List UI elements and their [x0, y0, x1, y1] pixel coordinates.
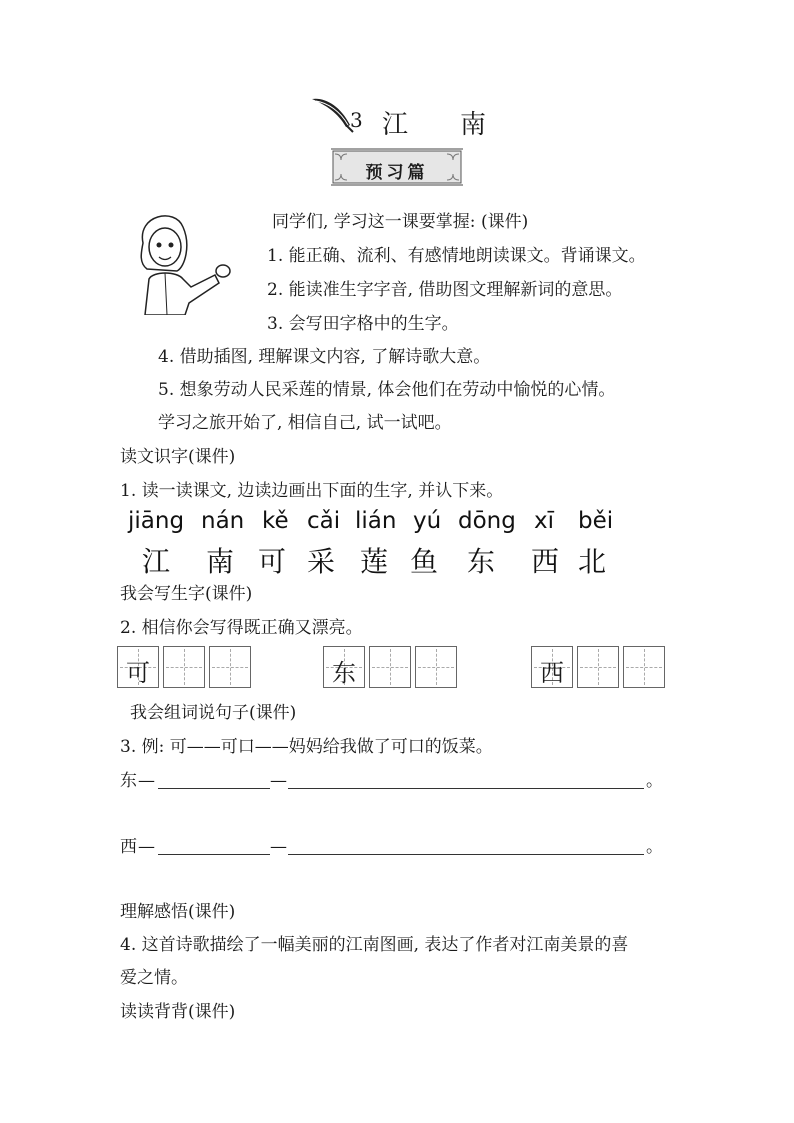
pinyin-6: yú — [413, 508, 442, 534]
fill-char-2: 西 — [120, 837, 137, 857]
model-char: 西 — [540, 659, 564, 687]
goal-1: 1. 能正确、流利、有感情地朗读课文。背诵课文。 — [267, 246, 646, 266]
sentence-blank-2[interactable] — [288, 854, 644, 855]
hanzi-4: 采 — [307, 545, 336, 578]
fill-char-1: 东 — [120, 771, 137, 791]
hanzi-5: 莲 — [360, 545, 389, 578]
goal-4: 4. 借助插图, 理解课文内容, 了解诗歌大意。 — [158, 347, 491, 367]
intro-text: 同学们, 学习这一课要掌握: (课件) — [272, 212, 529, 232]
lesson-number: 3 — [350, 108, 363, 132]
hanzi-2: 南 — [206, 545, 235, 578]
goal-2: 2. 能读准生字字音, 借助图文理解新词的意思。 — [267, 280, 623, 300]
goal-5: 5. 想象劳动人民采莲的情景, 体会他们在劳动中愉悦的心情。 — [158, 380, 616, 400]
sentence-blank-1[interactable] — [288, 788, 644, 789]
teacher-illustration — [125, 205, 235, 315]
section-banner — [331, 148, 463, 186]
tianzi-cell-model — [323, 646, 365, 688]
word-blank-1[interactable] — [158, 788, 270, 789]
tianzi-cell-blank[interactable] — [209, 646, 251, 688]
fill-dash: — — [138, 771, 155, 791]
pinyin-4: cǎi — [307, 508, 341, 534]
lesson-title-char1: 江 — [382, 110, 409, 140]
hanzi-9: 北 — [578, 545, 607, 578]
section-heading-writing: 我会写生字(课件) — [120, 584, 253, 604]
fill-period: 。 — [646, 837, 663, 857]
hanzi-8: 西 — [531, 545, 560, 578]
section-heading-words: 我会组词说句子(课件) — [130, 703, 297, 723]
pinyin-7: dōng — [458, 508, 516, 534]
model-char: 东 — [332, 659, 356, 687]
section-heading-recite: 读读背背(课件) — [120, 1002, 236, 1022]
fill-dash: — — [270, 771, 287, 791]
fill-dash: — — [270, 837, 287, 857]
model-char: 可 — [126, 659, 150, 687]
pinyin-2: nán — [201, 508, 245, 534]
banner-text: 预习篇 — [365, 163, 429, 183]
pinyin-1: jiāng — [128, 508, 185, 534]
hanzi-7: 东 — [467, 545, 496, 578]
hanzi-3: 可 — [258, 545, 287, 578]
tianzi-cell-blank[interactable] — [623, 646, 665, 688]
question-2: 2. 相信你会写得既正确又漂亮。 — [120, 618, 363, 638]
tianzi-cell-blank[interactable] — [415, 646, 457, 688]
pinyin-9: běi — [578, 508, 614, 534]
pinyin-3: kě — [262, 508, 289, 534]
fill-period: 。 — [646, 771, 663, 791]
tianzi-cell-blank[interactable] — [577, 646, 619, 688]
question-4-line1: 4. 这首诗歌描绘了一幅美丽的江南图画, 表达了作者对江南美景的喜 — [120, 935, 629, 955]
lesson-title-char2: 南 — [460, 110, 487, 140]
tianzi-cell-model — [117, 646, 159, 688]
tianzi-cell-blank[interactable] — [369, 646, 411, 688]
pinyin-8: xī — [534, 508, 555, 534]
encourage-text: 学习之旅开始了, 相信自己, 试一试吧。 — [158, 413, 452, 433]
question-1: 1. 读一读课文, 边读边画出下面的生字, 并认下来。 — [120, 481, 504, 501]
question-3-example: 3. 例: 可——可口——妈妈给我做了可口的饭菜。 — [120, 737, 493, 757]
fill-dash: — — [138, 837, 155, 857]
hanzi-6: 鱼 — [410, 545, 439, 578]
quill-icon — [310, 95, 354, 133]
question-4-line2: 爱之情。 — [120, 968, 188, 988]
goal-3: 3. 会写田字格中的生字。 — [267, 314, 459, 334]
word-blank-2[interactable] — [158, 854, 270, 855]
hanzi-1: 江 — [142, 545, 171, 578]
tianzi-cell-model — [531, 646, 573, 688]
section-heading-reading: 读文识字(课件) — [120, 447, 236, 467]
tianzi-cell-blank[interactable] — [163, 646, 205, 688]
pinyin-5: lián — [355, 508, 397, 534]
section-heading-understanding: 理解感悟(课件) — [120, 902, 236, 922]
